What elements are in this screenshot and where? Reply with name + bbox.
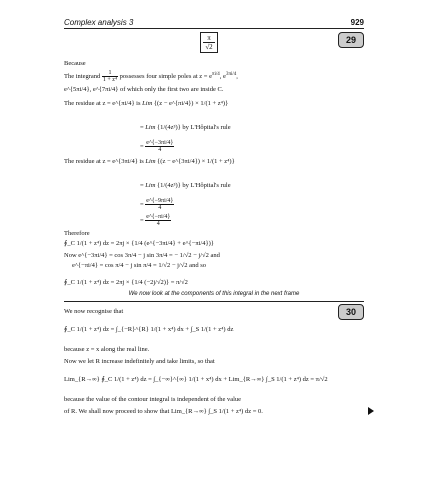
frame-30-badge: 30 [338,304,364,320]
integral-3: ∮_C 1/(1 + z⁴) dz = ∫_{−R}^{R} 1/(1 + x⁴) dx + ∫_S 1/(1 + z⁴) dz [64,326,234,333]
integral-2: ∮_C 1/(1 + z⁴) dz = 2πj × {1/4 (−2j/√2)} = π/√2 [64,279,188,286]
residue-2-expr: {(z − e^{3πi/4}) × 1/(1 + z⁴)} [157,158,235,165]
residue-1-step: = Lim {1/(4z³)} by L'Hôpital's rule [140,124,231,131]
res2-num: e^{−9πi/4} [146,198,174,204]
res2-den: 4 [158,205,162,211]
therefore-label: Therefore [64,230,90,237]
residue-1-value: = $\frac{e\^{}\{-3\pi i/4\}}{4}$ [140,140,174,153]
frame-29-badge: 29 [338,32,364,48]
boxed-answer [200,32,218,53]
boxed-top: π [207,34,211,42]
header-rule [64,28,364,29]
next-frame-caption: We now look at the components of this integral in the next frame [128,291,300,297]
integrand-text: The integrand [64,72,101,80]
limit-label: Lim [142,100,153,107]
now-line-2: e^{−πi/4} = cos π/4 − j sin π/4 = 1/√2 − j/√2 and so [72,262,206,269]
chapter-title: Complex analysis 3 [64,18,134,27]
final-line: of R. We shall now proceed to show that Lim_{R→∞} ∫_S 1/(1 + z⁴) dz = 0. [64,408,263,415]
integral-1: ∮_C 1/(1 + z⁴) dz = 2πj × {1/4 (e^{−3πi/4} + e^{−πi/4})} [64,240,214,247]
poles-line: e^{5πi/4}, e^{7πi/4} of which only the first two are inside C. [64,86,224,93]
residue-2: The residue at z = e^{3πi/4} is Lim {(z − e^{3πi/4}) × 1/(1 + z⁴)} [64,158,235,165]
contour-note: because the value of the contour integral is independent of the value [64,396,242,403]
next-page-arrow-icon[interactable] [368,407,374,415]
lhopital-1: by L'Hôpital's rule [182,124,231,131]
frame-divider [64,301,364,302]
residue-2-step-expr: {1/(4z³)} [157,182,181,189]
res2c-num: e^{−πi/4} [146,214,171,220]
res1-num: e^{−3πi/4} [146,140,174,146]
page-number: 929 [350,18,364,27]
increase-line: Now we let R increase indefinitely and take limits, so that [64,358,215,365]
residue-2-label: The residue at z = e^{3πi/4} is [64,158,144,165]
residue-2-value: = $\frac{e\^{}\{-9\pi i/4\}}{4}$ [140,198,174,211]
recognise-line: We now recognise that [64,308,124,315]
integrand-line: The integrand $\frac{1}{\text{1 + z⁴}}$ possesses four simple poles at $z = e^{\pi i/4}$, $e^{3\pi i/4}$, [64,70,238,83]
residue-1-step-expr: {1/(4z³)} [157,124,181,131]
residue-2-simplified: = $\frac{e\^{}\{-\pi i/4\}}{4}$ [140,214,171,227]
res2c-den: 4 [156,221,160,227]
real-line-note: because z = x along the real line. [64,346,150,353]
residue-1 [64,100,228,108]
residue-1-expr: {(z − e^{πi/4}) × 1/(1 + z⁴)} [153,100,229,107]
limit-equation: Lim_{R→∞} ∮_C 1/(1 + z⁴) dz = ∫_{−∞}^{∞} 1/(1 + x⁴) dx + Lim_{R→∞} ∫_S 1/(1 + z⁴) dz = π/√2 [64,376,328,383]
because-label: Because [64,60,86,67]
residue-2-step: = Lim {1/(4z³)} by L'Hôpital's rule [140,182,231,189]
res1-den: 4 [158,147,162,153]
lhopital-2: by L'Hôpital's rule [182,182,231,189]
running-header [64,18,364,27]
residue-1-label: The residue at z = e^{πi/4} is [64,100,141,107]
poles-text: possesses four simple poles at z = e [119,72,212,80]
now-line-1: Now e^{−3πi/4} = cos 3π/4 − j sin 3π/4 = − 1/√2 − j/√2 and [64,252,220,259]
boxed-bottom: √2 [203,42,215,51]
integrand-fraction: $\frac{1}{\text{1 + z⁴}}$ [102,70,118,83]
